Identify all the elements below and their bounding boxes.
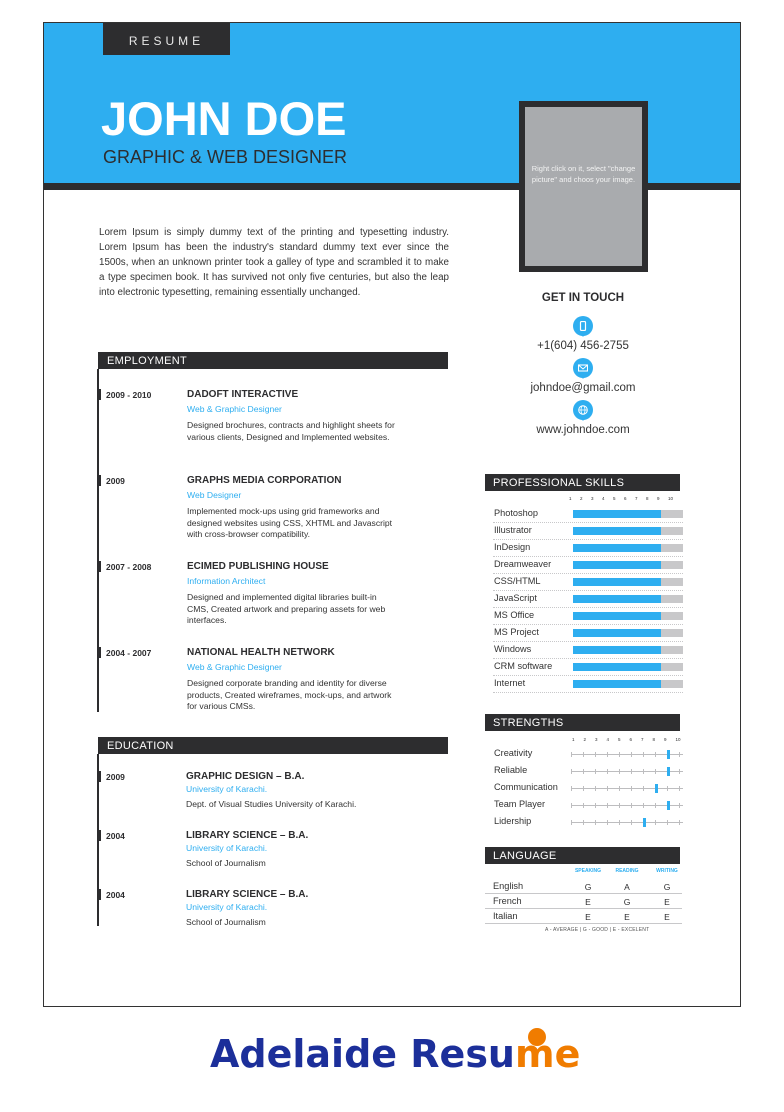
entry-marker xyxy=(97,647,101,658)
language-level: E xyxy=(624,912,630,922)
entry-company: NATIONAL HEALTH NETWORK xyxy=(187,647,335,658)
strength-tick xyxy=(571,769,572,774)
strength-tick xyxy=(619,803,620,808)
strengths-heading: STRENGTHS xyxy=(485,714,680,731)
strength-scale-line xyxy=(571,754,683,755)
skill-separator xyxy=(493,641,683,642)
strength-tick xyxy=(667,820,668,825)
phone-icon xyxy=(573,316,593,336)
strength-marker xyxy=(643,818,646,827)
skill-bar xyxy=(573,680,683,688)
skills-scale-number: 5 xyxy=(613,496,616,501)
photo-placeholder[interactable] xyxy=(525,107,642,266)
language-name: French xyxy=(493,896,522,906)
strength-tick xyxy=(679,786,680,791)
entry-company: ECIMED PUBLISHING HOUSE xyxy=(187,561,329,572)
skill-bar-fill xyxy=(573,510,661,518)
strength-label: Reliable xyxy=(494,765,528,775)
language-level: E xyxy=(585,897,591,907)
language-level: G xyxy=(584,882,592,892)
skill-label: Illustrator xyxy=(494,525,532,535)
strengths-scale-number: 10 xyxy=(675,737,681,742)
skill-bar xyxy=(573,629,683,637)
strength-tick xyxy=(595,820,596,825)
strength-tick xyxy=(631,803,632,808)
contact-heading: GET IN TOUCH xyxy=(541,292,625,304)
language-row xyxy=(485,894,682,909)
skill-bar-fill xyxy=(573,612,661,620)
employment-heading: EMPLOYMENT xyxy=(98,352,448,369)
entry-role: Web & Graphic Designer xyxy=(187,662,282,672)
intro-paragraph: Lorem Ipsum is simply dummy text of the printing and typesetting industry. Lorem Ipsum has been the industry's standard dummy text ever since the 1500s, when an unknown printer took a galley of type and scrambled it to make a type specimen book. It has survived not only five centuries, but also the leap into electronic typesetting, remaining essentially unchanged. xyxy=(99,227,449,298)
strength-tick xyxy=(583,786,584,791)
strength-tick xyxy=(619,769,620,774)
skill-bar xyxy=(573,578,683,586)
entry-description: Designed corporate branding and identity for diverse products, Created wireframes, mock-ups, and artwork for various CMSs. xyxy=(187,678,392,711)
skills-scale-number: 4 xyxy=(602,496,605,501)
entry-date: 2009 xyxy=(106,772,125,782)
strength-tick xyxy=(607,820,608,825)
skill-bar-fill xyxy=(573,595,661,603)
skill-separator xyxy=(493,692,683,693)
skill-label: MS Project xyxy=(494,627,539,637)
skills-scale-number: 1 xyxy=(569,496,572,501)
strength-tick xyxy=(679,752,680,757)
strength-tick xyxy=(667,786,668,791)
skill-label: MS Office xyxy=(494,610,535,620)
skills-scale-number: 3 xyxy=(591,496,594,501)
skill-separator xyxy=(493,658,683,659)
strengths-scale-number: 6 xyxy=(629,737,633,742)
entry-date: 2004 xyxy=(106,831,125,841)
language-column-header: SPEAKING xyxy=(574,868,602,874)
skill-separator xyxy=(493,573,683,574)
strength-tick xyxy=(583,803,584,808)
contact-email[interactable]: johndoe@gmail.com xyxy=(530,382,636,394)
skill-label: Photoshop xyxy=(494,508,538,518)
strength-scale-line xyxy=(571,822,683,823)
brand-footer xyxy=(0,1028,784,1088)
language-column-header: READING xyxy=(615,868,639,874)
language-column-header: WRITING xyxy=(656,868,678,874)
email-icon xyxy=(573,358,593,378)
entry-marker xyxy=(97,561,101,572)
entry-role: Web Designer xyxy=(187,490,242,500)
entry-date: 2004 xyxy=(106,890,125,900)
skill-bar xyxy=(573,612,683,620)
strength-tick xyxy=(571,786,572,791)
skill-bar xyxy=(573,646,683,654)
photo-placeholder-text: Right click on it, select "change picture" and choos your image. xyxy=(531,164,636,184)
strengths-scale-number: 5 xyxy=(618,737,621,742)
strengths-scale-number: 8 xyxy=(652,737,656,742)
strength-tick xyxy=(619,820,620,825)
skill-label: CSS/HTML xyxy=(494,576,541,586)
strength-label: Communication xyxy=(494,782,558,792)
entry-date: 2007 - 2008 xyxy=(106,562,152,572)
strength-tick xyxy=(643,752,644,757)
entry-degree: LIBRARY SCIENCE – B.A. xyxy=(186,889,309,900)
strength-tick xyxy=(595,786,596,791)
entry-role: Information Architect xyxy=(187,576,266,586)
strength-label: Team Player xyxy=(494,799,546,809)
skill-bar xyxy=(573,510,683,518)
skill-separator xyxy=(493,539,683,540)
skill-bar-fill xyxy=(573,663,661,671)
entry-description: Designed brochures, contracts and highlight sheets for various clients, Designed and Implemented websites. xyxy=(187,420,395,442)
strength-tick xyxy=(595,769,596,774)
entry-marker xyxy=(97,830,101,841)
language-row xyxy=(485,909,682,924)
entry-school: University of Karachi. xyxy=(186,784,268,794)
skill-bar-fill xyxy=(573,561,661,569)
language-level: G xyxy=(663,882,671,892)
language-name: Italian xyxy=(493,911,518,921)
strength-tick xyxy=(643,803,644,808)
strength-tick xyxy=(655,769,656,774)
language-name: English xyxy=(493,881,524,891)
skill-bar-fill xyxy=(573,629,661,637)
entry-date: 2004 - 2007 xyxy=(106,648,152,658)
skills-scale-number: 7 xyxy=(635,496,638,501)
entry-marker xyxy=(97,771,101,782)
skill-bar xyxy=(573,595,683,603)
skill-separator xyxy=(493,607,683,608)
skill-bar-fill xyxy=(573,578,661,586)
strength-tick xyxy=(679,803,680,808)
education-heading: EDUCATION xyxy=(98,737,448,754)
strengths-scale-number: 3 xyxy=(595,737,598,742)
strengths-scale-number: 2 xyxy=(583,737,587,742)
skill-label: Dreamweaver xyxy=(494,559,552,569)
entry-description: School of Journalism xyxy=(186,917,266,927)
strength-tick xyxy=(619,752,620,757)
strength-tick xyxy=(607,803,608,808)
entry-description: Dept. of Visual Studies University of Karachi. xyxy=(186,799,357,809)
skill-label: CRM software xyxy=(494,661,553,671)
entry-date: 2009 xyxy=(106,476,125,486)
strength-tick xyxy=(571,803,572,808)
skill-label: Internet xyxy=(494,678,526,688)
skill-label: InDesign xyxy=(494,542,531,552)
skill-bar-fill xyxy=(573,680,661,688)
entry-description: Implemented mock-ups using grid frameworks and designed websites using CSS, XHTML and Javascript with cross-browser compatibility. xyxy=(187,506,393,539)
entry-description: Designed and implemented digital libraries built-in CMS, Created artwork and preparing assets for web interfaces. xyxy=(187,592,386,625)
strength-tick xyxy=(607,786,608,791)
entry-description: School of Journalism xyxy=(186,858,266,868)
skill-bar-fill xyxy=(573,527,661,535)
strength-tick xyxy=(655,752,656,757)
language-level: A xyxy=(624,882,630,892)
strength-tick xyxy=(607,769,608,774)
brand-logo-part1: Adelaide Resu xyxy=(210,1032,515,1076)
skill-label: JavaScript xyxy=(494,593,537,603)
entry-degree: GRAPHIC DESIGN – B.A. xyxy=(186,771,305,782)
strength-tick xyxy=(643,769,644,774)
globe-icon xyxy=(573,400,593,420)
strength-label: Creativity xyxy=(494,748,533,758)
strength-label: Lidership xyxy=(494,816,532,826)
entry-school: University of Karachi. xyxy=(186,902,268,912)
strength-tick xyxy=(583,820,584,825)
brand-logo-part2: me xyxy=(514,1032,581,1076)
strength-tick xyxy=(619,786,620,791)
strength-tick xyxy=(631,769,632,774)
job-title: GRAPHIC & WEB DESIGNER xyxy=(103,147,348,167)
photo-frame xyxy=(519,101,648,272)
strength-marker xyxy=(655,784,658,793)
skills-scale-number: 6 xyxy=(624,496,627,501)
contact-website[interactable]: www.johndoe.com xyxy=(536,424,630,436)
entry-company: DADOFT INTERACTIVE xyxy=(187,389,299,400)
strength-tick xyxy=(679,769,680,774)
strength-tick xyxy=(631,752,632,757)
skill-separator xyxy=(493,675,683,676)
strength-tick xyxy=(655,803,656,808)
strength-tick xyxy=(583,752,584,757)
language-level: G xyxy=(623,897,631,907)
skill-bar xyxy=(573,527,683,535)
strengths-scale-number: 1 xyxy=(572,737,575,742)
skill-bar-fill xyxy=(573,646,661,654)
strength-tick xyxy=(655,820,656,825)
strength-tick xyxy=(679,820,680,825)
strengths-scale-number: 9 xyxy=(664,737,667,742)
skill-bar-fill xyxy=(573,544,661,552)
strength-marker xyxy=(667,750,670,759)
skill-separator xyxy=(493,556,683,557)
skills-scale-number: 10 xyxy=(668,496,674,501)
skill-bar xyxy=(573,544,683,552)
entry-marker xyxy=(97,889,101,900)
skill-bar xyxy=(573,561,683,569)
language-heading: LANGUAGE xyxy=(485,847,680,864)
strengths-scale-number: 4 xyxy=(606,737,610,742)
skill-bar xyxy=(573,663,683,671)
language-level: E xyxy=(585,912,591,922)
skill-separator xyxy=(493,522,683,523)
strength-tick xyxy=(583,769,584,774)
language-row xyxy=(485,879,682,894)
strength-tick xyxy=(595,803,596,808)
skills-scale-number: 9 xyxy=(657,496,660,501)
strengths-scale-number: 7 xyxy=(641,737,644,742)
strength-scale-line xyxy=(571,788,683,789)
entry-degree: LIBRARY SCIENCE – B.A. xyxy=(186,830,309,841)
skill-separator xyxy=(493,590,683,591)
entry-marker xyxy=(97,475,101,486)
skills-heading: PROFESSIONAL SKILLS xyxy=(485,474,680,491)
entry-school: University of Karachi. xyxy=(186,843,268,853)
entry-company: GRAPHS MEDIA CORPORATION xyxy=(187,475,342,486)
language-legend: A - AVERAGE | G - GOOD | E - EXCELENT xyxy=(545,927,650,933)
language-level: E xyxy=(664,912,670,922)
entry-role: Web & Graphic Designer xyxy=(187,404,282,414)
skill-separator xyxy=(493,624,683,625)
strength-marker xyxy=(667,801,670,810)
contact-phone[interactable]: +1(604) 456-2755 xyxy=(537,340,629,352)
strength-tick xyxy=(571,820,572,825)
skills-scale-number: 8 xyxy=(646,496,649,501)
strength-scale-line xyxy=(571,771,683,772)
strength-tick xyxy=(643,786,644,791)
strength-marker xyxy=(667,767,670,776)
strength-tick xyxy=(631,786,632,791)
strength-scale-line xyxy=(571,805,683,806)
entry-date: 2009 - 2010 xyxy=(106,390,152,400)
strength-tick xyxy=(571,752,572,757)
resume-tab: RESUME xyxy=(103,23,230,55)
language-level: E xyxy=(664,897,670,907)
strength-tick xyxy=(595,752,596,757)
entry-marker xyxy=(97,389,101,400)
employment-timeline xyxy=(97,369,99,712)
skill-label: Windows xyxy=(494,644,532,654)
skills-scale-number: 2 xyxy=(580,496,583,501)
strength-tick xyxy=(607,752,608,757)
strength-tick xyxy=(631,820,632,825)
brand-logo xyxy=(210,1032,580,1076)
candidate-name: JOHN DOE xyxy=(101,92,347,145)
